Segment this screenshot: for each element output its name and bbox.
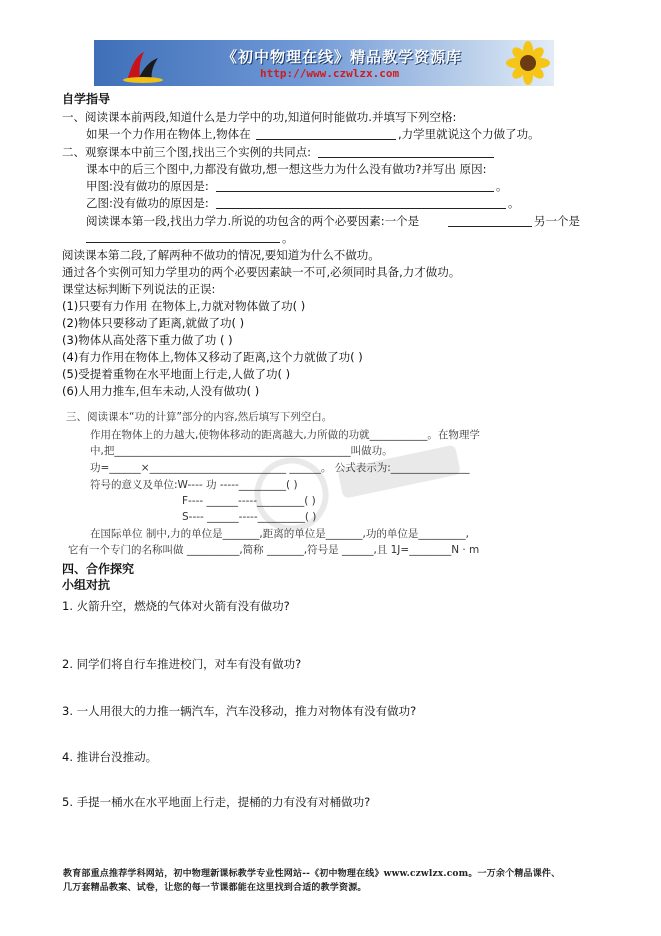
paragraph-2: 通过各个实例可知力学里功的两个必要因素缺一不可,必须同时具备,力才做功。 [62,265,461,279]
sunflower-icon [502,40,554,86]
section-4-heading: 四、合作探究 [62,562,135,576]
section-4-subheading: 小组对抗 [62,578,111,592]
discussion-item: 2. 同学们将自行车推进校门，对车有没有做功? [62,657,302,671]
two-factors-tail: 另一个是 [534,214,580,228]
paragraph-1: 阅读课本第二段,了解两种不做功的情况,要知道为什么不做功。 [62,248,380,262]
question-1-text: 一、阅读课本前两段,知道什么是力学中的功,知道何时能做功.并填写下列空格: [62,110,457,124]
blank-line[interactable] [86,242,280,243]
calc-line-1: 作用在物体上的力越大,使物体移动的距离越大,力所做的功就___________。在物理学 [90,429,480,441]
site-logo-icon [120,48,166,84]
period: 。 [508,196,520,210]
calc-line-8: 它有一个专门的名称叫做 __________,简称 _______,符号是 ______,且 1J=________N · m [68,544,480,556]
question-2-line: 课本中的后三个图中,力都没有做功,想一想这些力为什么没有做功?并写出 原因: [86,162,487,176]
blank-line[interactable] [216,191,494,192]
reason-b-label: 乙图:没有做功的原因是: [86,196,209,210]
blank-line[interactable] [256,139,396,140]
calc-line-4: 符号的意义及单位:W---- 功 -----_________( ) [90,479,298,491]
period: 。 [496,179,508,193]
calc-line-5: F---- ______-----_________( ) [182,495,316,507]
two-factors-text: 阅读课本第一段,找出力学力.所说的功包含的两个必要因素:一个是 [86,214,420,228]
discussion-item: 4. 推讲台没推动。 [62,750,158,764]
calc-line-2: 中,把_____________________________________________叫做功。 [90,445,393,457]
header-banner [94,40,554,86]
section-heading-self-study: 自学指导 [62,92,111,106]
judge-item: (4)有力作用在物体上,物体又移动了距离,这个力就做了功( ) [62,350,363,364]
judge-item: (3)物体从高处落下重力做了功 ( ) [62,333,233,347]
reason-a-label: 甲图:没有做功的原因是: [86,179,209,193]
question-1-tail: ,力学里就说这个力做了功。 [398,127,540,141]
calc-line-6: S---- ______-----_________( ) [182,511,317,523]
discussion-item: 1. 火箭升空，燃烧的气体对火箭有没有做功? [62,599,290,613]
footer-line-2: 几万套精品教案、试卷，让您的每一节课都能在这里找到合适的教学资源。 [63,883,367,893]
discussion-item: 3. 一人用很大的力推一辆汽车，汽车没移动，推力对物体有没有做功? [62,704,417,718]
judge-item: (1)只要有力作用 在物体上,力就对物体做了功( ) [62,299,306,313]
question-1-line: 如果一个力作用在物体上,物体在 [86,127,251,141]
period: 。 [282,231,294,245]
calc-line-7: 在国际单位 制中,力的单位是_______,距离的单位是_______,功的单位是_________, [90,528,469,540]
judge-item: (2)物体只要移动了距离,就做了功( ) [62,316,245,330]
calc-line-3: 功=______×__________________________ ______。 公式表示为:_______________ [90,462,470,474]
blank-line[interactable] [318,157,494,158]
blank-line[interactable] [216,208,506,209]
discussion-item: 5. 手提一桶水在水平地面上行走，提桶的力有没有对桶做功? [62,795,371,809]
judge-item: (6)人用力推车,但车未动,人没有做功( ) [62,384,260,398]
banner-url[interactable]: http://www.czwlzx.com [260,67,400,80]
footer-line-1: 教育部重点推荐学科网站，初中物理新课标教学专业性网站--《初中物理在线》www.czwlzx.com。一万余个精品课件、 [63,869,561,879]
question-2-text: 二、观察课本中前三个图,找出三个实例的共同点: [62,145,312,159]
judge-item: (5)受提着重物在水平地面上行走,人做了功( ) [62,367,291,381]
banner-title: 《初中物理在线》精品教学资源库 [222,48,463,66]
blank-line[interactable] [448,226,532,227]
section-3-heading: 三、阅读课本“功的计算”部分的内容,然后填写下列空白。 [66,411,333,423]
paragraph-3: 课堂达标判断下列说法的正误: [62,282,216,296]
